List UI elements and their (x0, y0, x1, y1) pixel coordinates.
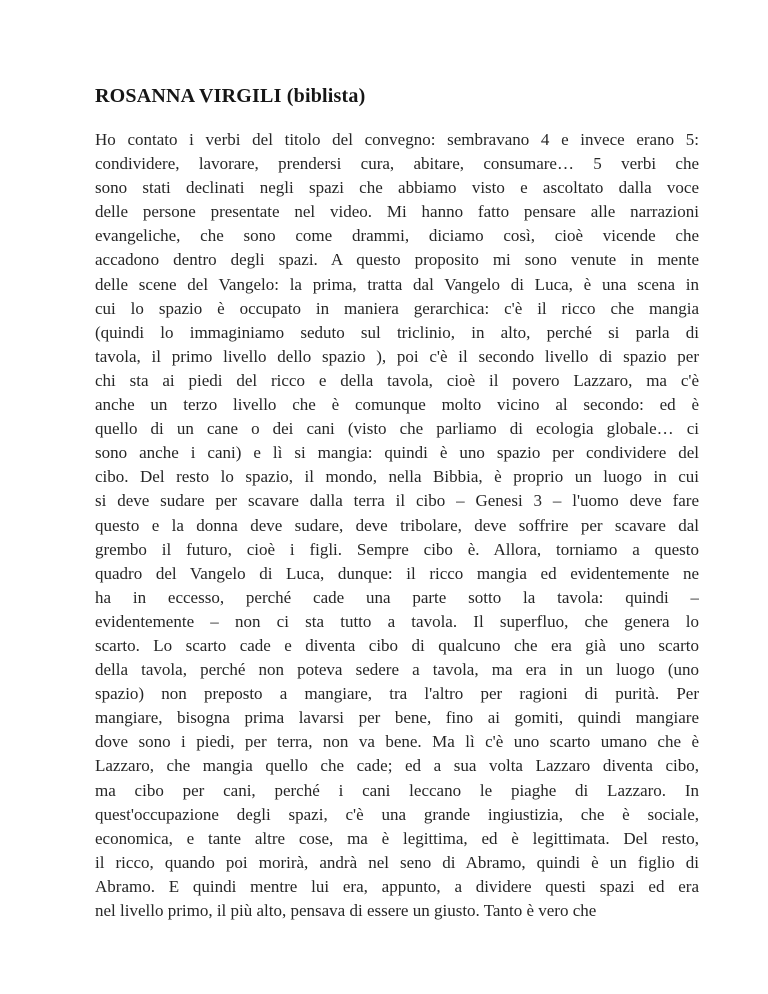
page-title: ROSANNA VIRGILI (biblista) (95, 85, 366, 107)
text-line: accadono dentro degli spazi. A questo proposito mi sono venute in mente (95, 250, 699, 270)
paragraph (95, 128, 699, 923)
text-line: ma cibo per cani, perché i cani leccano le piaghe di Lazzaro. In (95, 780, 699, 800)
text-line: nel livello primo, il più alto, pensava di essere un giusto. Tanto è vero che (95, 901, 597, 920)
text-line: evidentemente – non ci sta tutto a tavola. Il superfluo, che genera lo (95, 611, 699, 631)
text-line: questo e la donna deve sudare, deve tribolare, deve soffrire per scavare dal (95, 515, 699, 535)
text-line: scarto. Lo scarto cade e diventa cibo di qualcuno che era già uno scarto (95, 635, 699, 655)
text-line: grembo il futuro, cioè i figli. Sempre cibo è. Allora, torniamo a questo (95, 539, 699, 559)
text-line: quest'occupazione degli spazi, c'è una grande ingiustizia, che è sociale, (95, 804, 699, 824)
text-line: dove sono i piedi, per terra, non va bene. Ma lì c'è uno scarto umano che è (95, 732, 699, 752)
text-line: cibo. Del resto lo spazio, il mondo, nella Bibbia, è proprio un luogo in cui (95, 467, 699, 487)
text-line: condividere, lavorare, prendersi cura, abitare, consumare… 5 verbi che (95, 154, 699, 174)
text-line: quadro del Vangelo di Luca, dunque: il ricco mangia ed evidentemente ne (95, 563, 699, 583)
text-line: evangeliche, che sono come drammi, diciamo così, cioè vicende che (95, 226, 699, 246)
text-line: economica, e tante altre cose, ma è legittima, ed è legittimata. Del resto, (95, 828, 699, 848)
text-line: ha in eccesso, perché cade una parte sotto la tavola: quindi – (95, 587, 699, 607)
text-line: della tavola, perché non poteva sedere a tavola, ma era in un luogo (uno (95, 660, 699, 680)
text-line: sono anche i cani) e lì si mangia: quindi è uno spazio per condividere del (95, 443, 699, 463)
text-line: (quindi lo immaginiamo seduto sul triclinio, in alto, perché si parla di (95, 322, 699, 342)
text-line: mangiare, bisogna prima lavarsi per bene, fino ai gomiti, quindi mangiare (95, 708, 699, 728)
text-line: chi sta ai piedi del ricco e della tavola, cioè il povero Lazzaro, ma c'è (95, 370, 699, 390)
text-line: delle scene del Vangelo: la prima, tratta dal Vangelo di Luca, è una scena in (95, 274, 699, 294)
text-line: si deve sudare per scavare dalla terra il cibo – Genesi 3 – l'uomo deve fare (95, 491, 699, 511)
text-line: Ho contato i verbi del titolo del convegno: sembravano 4 e invece erano 5: (95, 130, 699, 149)
text-line: cui lo spazio è occupato in maniera gerarchica: c'è il ricco che mangia (95, 298, 699, 318)
text-line: Lazzaro, che mangia quello che cade; ed a sua volta Lazzaro diventa cibo, (95, 756, 699, 776)
text-line: il ricco, quando poi morirà, andrà nel seno di Abramo, quindi è un figlio di (95, 852, 699, 872)
text-line: tavola, il primo livello dello spazio ), poi c'è il secondo livello di spazio per (95, 346, 699, 366)
text-line: delle persone presentate nel video. Mi hanno fatto pensare alle narrazioni (95, 202, 699, 222)
text-line: anche un terzo livello che è comunque molto vicino al secondo: ed è (95, 395, 699, 415)
text-line: sono stati declinati negli spazi che abbiamo visto e ascoltato dalla voce (95, 178, 699, 198)
text-line: quello di un cane o dei cani (visto che parliamo di ecologia globale… ci (95, 419, 699, 439)
text-column (95, 84, 699, 923)
text-line: Abramo. E quindi mentre lui era, appunto, a dividere questi spazi ed era (95, 876, 699, 896)
text-line: spazio) non preposto a mangiare, tra l'altro per ragioni di purità. Per (95, 684, 699, 704)
